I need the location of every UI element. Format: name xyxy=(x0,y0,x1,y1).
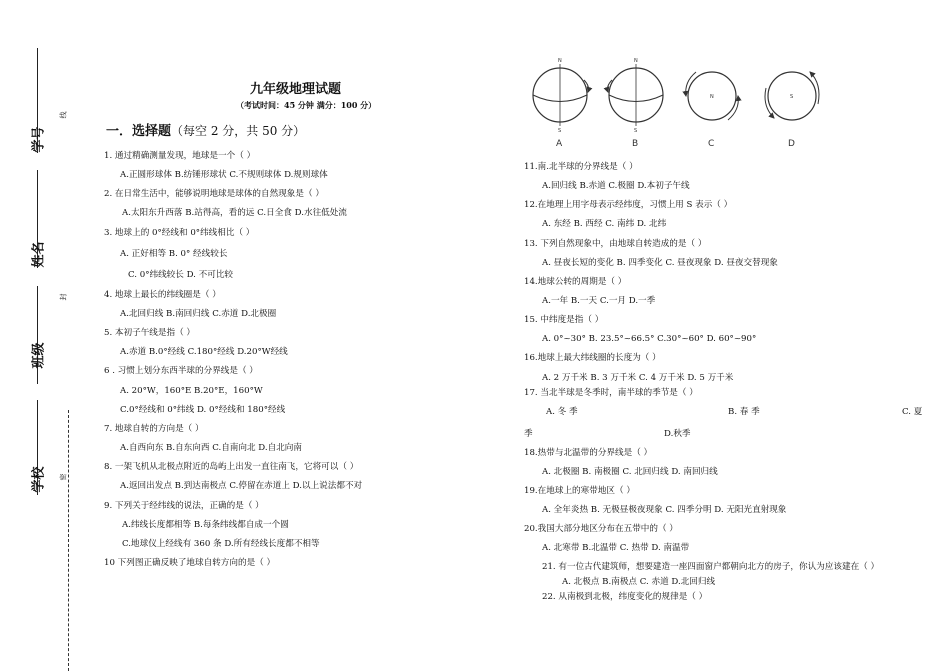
question-6: 6 . 习惯上划分东西半球的分界线是（ ） xyxy=(104,366,258,376)
q3-options-cd: C. 0°纬线较长 D. 不可比较 xyxy=(128,270,234,280)
question-12: 12.在地理上用字母表示经纬度，习惯上用 S 表示（ ） xyxy=(524,200,733,210)
pole-n-b: N xyxy=(634,58,638,64)
pole-s-b: S xyxy=(634,128,638,134)
binding-mark-line: 线 xyxy=(59,111,68,119)
q14-options: A.一年 B.一天 C.一月 D.一季 xyxy=(542,296,656,306)
q17-option-b: B. 春 季 xyxy=(728,407,760,417)
section-note: （每空 2 分，共 50 分） xyxy=(171,124,306,138)
q3-options-ab: A. 正好相等 B. 0° 经线较长 xyxy=(120,249,228,259)
question-13: 13. 下列自然现象中，由地球自转造成的是（ ） xyxy=(524,239,707,249)
q13-options: A. 昼夜长短的变化 B. 四季变化 C. 昼夜现象 D. 昼夜交替现象 xyxy=(542,258,778,268)
q12-options: A. 东经 B. 西经 C. 南纬 D. 北纬 xyxy=(542,219,667,229)
binding-mark-secret: 密 xyxy=(59,473,68,481)
q17-option-a: A. 冬 季 xyxy=(546,407,578,417)
question-5: 5. 本初子午线是指（ ） xyxy=(104,328,196,338)
q1-options: A.正圆形球体 B.纺锤形球状 C.不规则球体 D.规则球体 xyxy=(120,170,328,180)
question-11: 11.南.北半球的分界线是（ ） xyxy=(524,162,638,172)
label-b: B xyxy=(632,139,639,149)
label-d: D xyxy=(788,139,795,149)
label-c: C xyxy=(708,139,715,149)
pole-n-c: N xyxy=(710,94,714,100)
label-a: A xyxy=(556,139,563,149)
globe-a xyxy=(533,64,589,126)
q6-options-cd: C.0°经线和 0°纬线 D. 0°经线和 180°经线 xyxy=(120,405,286,415)
q21-options: A. 北极点 B.南极点 C. 赤道 D.北回归线 xyxy=(562,577,716,587)
question-18: 18.热带与北温带的分界线是（ ） xyxy=(524,448,653,458)
q5-options: A.赤道 B.0°经线 C.180°经线 D.20°W经线 xyxy=(120,347,288,357)
earth-rotation-diagram xyxy=(520,50,840,155)
question-8: 8. 一架飞机从北极点附近的岛屿上出发一直往南飞，它将可以（ ） xyxy=(104,462,359,472)
question-22: 22. 从南极到北极，纬度变化的规律是（ ） xyxy=(542,592,708,602)
question-7: 7. 地球自转的方向是（ ） xyxy=(104,424,204,434)
section-heading xyxy=(106,120,305,139)
question-15: 15. 中纬度是指（ ） xyxy=(524,315,604,325)
q6-options-ab: A. 20°W，160°E B.20°E，160°W xyxy=(120,386,263,396)
question-2: 2. 在日常生活中，能够说明地球是球体的自然现象是（ ） xyxy=(104,189,324,199)
q9-options-ab: A.纬线长度都相等 B.每条纬线都自成一个圆 xyxy=(122,520,289,530)
binding-dashed-line xyxy=(68,410,69,671)
q2-options: A.太阳东升西落 B.站得高，看的远 C.日全食 D.水往低处流 xyxy=(122,208,347,218)
class-label: 班级 xyxy=(31,342,47,369)
pole-s-a: S xyxy=(558,128,562,134)
school-label: 学校 xyxy=(31,466,47,493)
globe-b xyxy=(608,64,664,126)
q9-options-cd: C.地球仪上经线有 360 条 D.所有经线长度都不相等 xyxy=(122,539,320,549)
q17-option-c-cont: 季 xyxy=(524,429,533,439)
q8-options: A.返回出发点 B.到达南极点 C.停留在赤道上 D.以上说法都不对 xyxy=(120,481,363,491)
section-title: 一．选择题 xyxy=(106,124,172,139)
q15-options: A. 0°~30° B. 23.5°~66.5° C.30°~60° D. 60°~90° xyxy=(542,334,757,344)
q20-options: A. 北寒带 B.北温带 C. 热带 D. 南温带 xyxy=(542,543,690,553)
q11-options: A.回归线 B.赤道 C.极圈 D.本初子午线 xyxy=(542,181,690,191)
q18-options: A. 北极圈 B. 南极圈 C. 北回归线 D. 南回归线 xyxy=(542,467,718,477)
margin-line xyxy=(37,286,38,384)
student-id-label: 学号 xyxy=(31,126,47,153)
question-19: 19.在地球上的寒带地区（ ） xyxy=(524,486,635,496)
question-3: 3. 地球上的 0°经线和 0°纬线相比（ ） xyxy=(104,228,255,238)
question-4: 4. 地球上最长的纬线圈是（ ） xyxy=(104,290,221,300)
question-9: 9. 下列关于经纬线的说法，正确的是（ ） xyxy=(104,501,264,511)
question-1: 1. 通过精确测量发现，地球是一个（ ） xyxy=(104,151,256,161)
q7-options: A.自西向东 B.自东向西 C.自南向北 D.自北向南 xyxy=(120,443,302,453)
binding-mark-seal: 封 xyxy=(59,293,68,301)
pole-n-a: N xyxy=(558,58,562,64)
exam-info: （考试时间：45 分钟 满分：100 分） xyxy=(236,100,377,110)
page-title: 九年级地理试题 xyxy=(250,82,342,97)
q19-options: A. 全年炎热 B. 无极昼极夜现象 C. 四季分明 D. 无阳光直射现象 xyxy=(542,505,787,515)
question-14: 14.地球公转的周期是（ ） xyxy=(524,277,627,287)
question-16: 16.地球上最大纬线圈的长度为（ ） xyxy=(524,353,661,363)
question-10: 10 下列图正确反映了地球自转方向的是（ ） xyxy=(104,558,276,568)
name-label: 姓名 xyxy=(31,241,47,268)
q16-options: A. 2 万千米 B. 3 万千米 C. 4 万千米 D. 5 万千米 xyxy=(542,373,734,383)
question-21: 21. 有一位古代建筑师，想要建造一座四面窗户都朝向北方的房子，你认为应该建在（ ） xyxy=(542,562,880,572)
q17-option-c: C. 夏 xyxy=(902,407,923,417)
pole-s-d: S xyxy=(790,94,794,100)
question-17: 17. 当北半球是冬季时，南半球的季节是（ ） xyxy=(524,388,698,398)
question-20: 20.我国大部分地区分布在五带中的（ ） xyxy=(524,524,678,534)
q4-options: A.北回归线 B.南回归线 C.赤道 D.北极圈 xyxy=(120,309,277,319)
q17-option-d: D.秋季 xyxy=(664,429,691,439)
